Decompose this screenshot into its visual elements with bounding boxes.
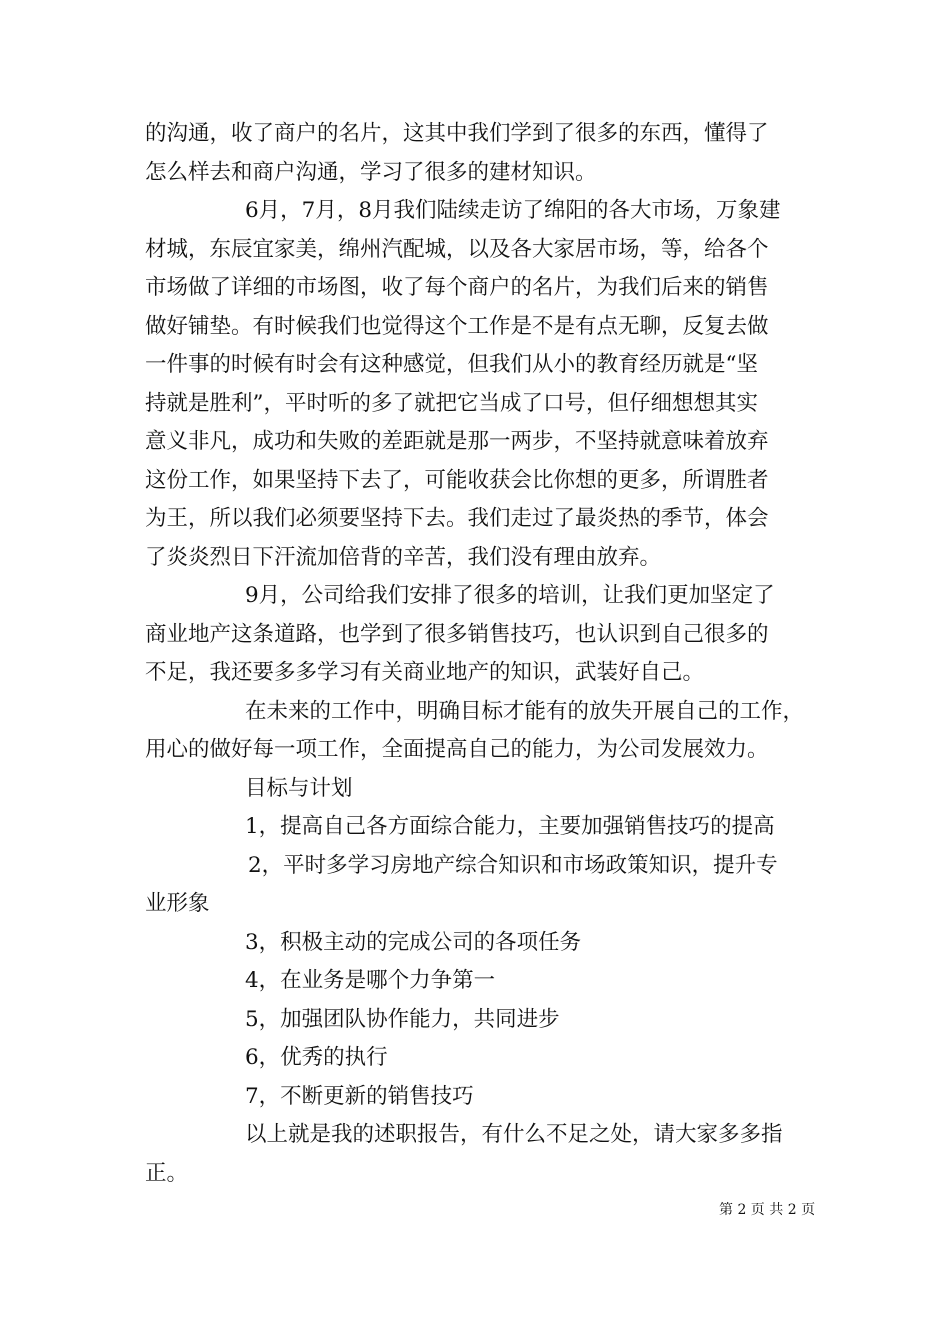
text-line: 的沟通，收了商户的名片，这其中我们学到了很多的东西，懂得了 <box>145 121 769 146</box>
paragraph-start-line: 9月，公司给我们安排了很多的培训，让我们更加坚定了 <box>245 583 775 608</box>
text-line: 市场做了详细的市场图，收了每个商户的名片，为我们后来的销售 <box>145 275 769 300</box>
list-item: 7，不断更新的销售技巧 <box>245 1083 474 1109</box>
list-item: 4，在业务是哪个力争第一 <box>245 968 496 993</box>
list-item: 1，提高自己各方面综合能力，主要加强销售技巧的提高 <box>245 814 775 839</box>
list-item: 6，优秀的执行 <box>245 1045 388 1070</box>
text-line: 商业地产这条道路，也学到了很多销售技巧，也认识到自己很多的 <box>145 621 769 647</box>
paragraph-start-line: 在未来的工作中，明确目标才能有的放失开展自己的工作， <box>245 698 805 724</box>
text-line: 为王，所以我们必须要坚持下去。我们走过了最炎热的季节，体会 <box>145 506 769 531</box>
document-body <box>145 115 810 1193</box>
list-item: 3，积极主动的完成公司的各项任务 <box>245 929 582 955</box>
page-number-footer: 第 2 页 共 2 页 <box>719 1202 816 1218</box>
text-line: 持就是胜利”，平时听的多了就把它当成了口号，但仔细想想其实 <box>145 390 758 416</box>
text-line: 一件事的时候有时会有这种感觉，但我们从小的教育经历就是“坚 <box>145 352 758 377</box>
list-item-continuation: 业形象 <box>145 891 210 916</box>
paragraph-start-line: 6月，7月，8月我们陆续走访了绵阳的各大市场，万象建 <box>245 198 781 223</box>
text-line: 不足，我还要多多学习有关商业地产的知识，武装好自己。 <box>145 660 705 685</box>
list-item: 5，加强团队协作能力，共同进步 <box>245 1006 560 1032</box>
section-heading: 目标与计划 <box>245 775 353 801</box>
text-line: 正。 <box>145 1160 189 1186</box>
text-line: 做好铺垫。有时候我们也觉得这个工作是不是有点无聊，反复去做 <box>145 313 769 339</box>
text-line: 材城，东辰宜家美，绵州汽配城，以及各大家居市场，等，给各个 <box>145 236 769 262</box>
text-line: 意义非凡，成功和失败的差距就是那一两步，不坚持就意味着放弃 <box>145 429 769 454</box>
text-line: 用心的做好每一项工作，全面提高自己的能力，为公司发展效力。 <box>145 737 769 762</box>
text-line: 怎么样去和商户沟通，学习了很多的建材知识。 <box>145 159 597 185</box>
list-item: 2，平时多学习房地产综合知识和市场政策知识，提升专 <box>248 852 778 878</box>
paragraph-start-line: 以上就是我的述职报告，有什么不足之处，请大家多多指 <box>245 1122 783 1147</box>
text-line: 这份工作，如果坚持下去了，可能收获会比你想的更多，所谓胜者 <box>145 467 769 493</box>
text-line: 了炎炎烈日下汗流加倍背的辛苦，我们没有理由放弃。 <box>145 544 662 570</box>
